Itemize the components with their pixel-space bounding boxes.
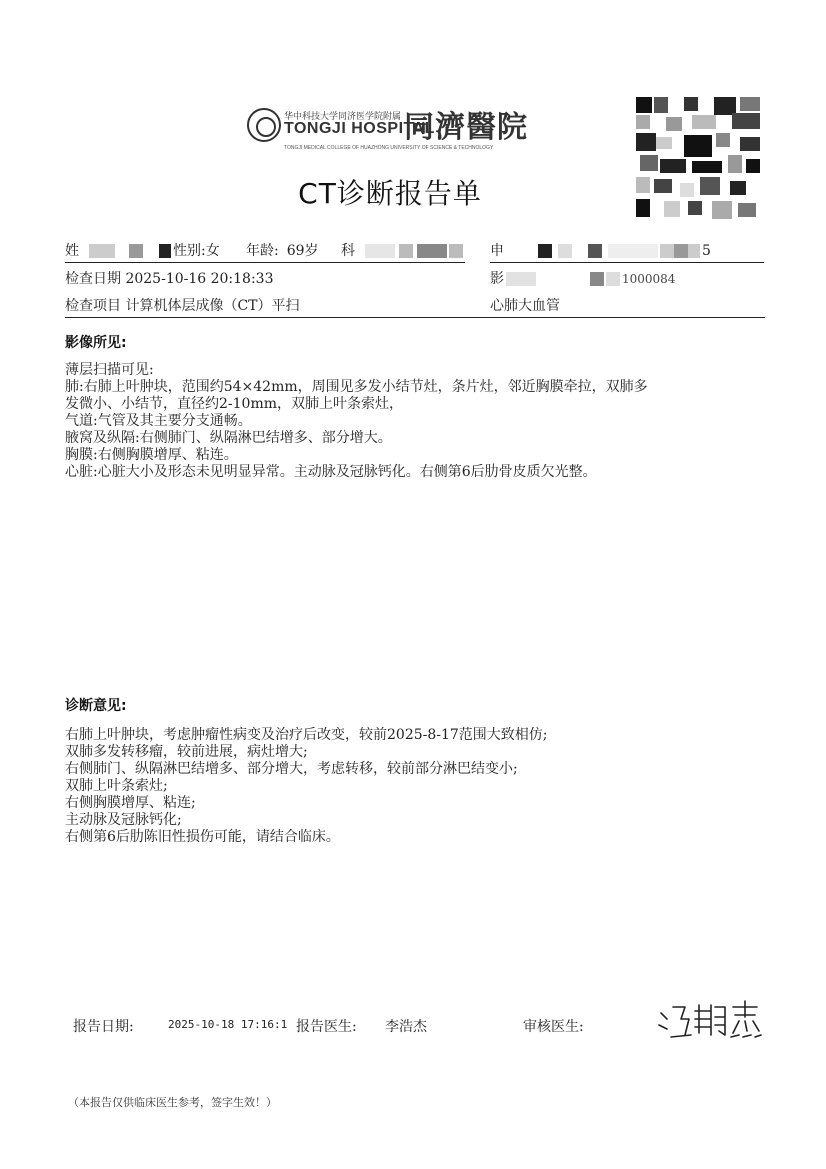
- exam-date-label: 检查日期: [65, 271, 121, 287]
- right-label: 申: [490, 243, 504, 259]
- doctor-label: 报告医生:: [296, 1019, 357, 1035]
- diagnosis-line: 右肺上叶肿块，考虑肿瘤性病变及治疗后改变，较前2025-8-17范围大致相仿;: [65, 727, 548, 743]
- exam-date-field: [65, 268, 274, 288]
- diagnosis-line: 右侧肺门、纵隔淋巴结增多、部分增大，考虑转移，较前部分淋巴结变小;: [65, 761, 518, 777]
- redaction-block: [590, 272, 604, 286]
- divider: [490, 262, 764, 263]
- redaction-block: [365, 244, 395, 258]
- redaction-block: [417, 244, 447, 258]
- exam-item-label: 检查项目: [65, 298, 121, 314]
- findings-line: 气道:气管及其主要分支通畅。: [65, 413, 252, 429]
- report-title: CT诊断报告单: [298, 177, 482, 210]
- findings-title: 影像所见:: [65, 335, 127, 351]
- redaction-block: [588, 244, 602, 258]
- redaction-block: [558, 244, 572, 258]
- findings-line: 肺:右肺上叶肿块，范围约54×42mm，周围见多发小结节灶，条片灶，邻近胸膜牵拉，双肺多: [65, 379, 648, 395]
- diagnosis-text: [65, 727, 548, 846]
- age-label: 年龄:: [246, 243, 279, 259]
- redaction-block: [159, 244, 171, 258]
- patient-sex-field: [173, 240, 220, 260]
- redaction-block: [608, 244, 658, 258]
- doctor-name: 李浩杰: [385, 1019, 427, 1035]
- redaction-block: [399, 244, 413, 258]
- exam-item-value: 计算机体层成像（CT）平扫: [125, 298, 300, 314]
- redaction-block: [660, 244, 674, 258]
- findings-line: 腋窝及纵隔:右侧肺门、纵隔淋巴结增多、部分增大。: [65, 430, 392, 446]
- ward-label: 科: [341, 243, 355, 259]
- hospital-seal-logo: [247, 108, 281, 142]
- diagnosis-line: 双肺上叶条索灶;: [65, 778, 168, 794]
- image-no-field: [490, 268, 675, 288]
- name-label: 姓: [65, 243, 79, 259]
- reviewer-label: 审核医生:: [523, 1019, 584, 1035]
- reviewer-signature: [655, 995, 765, 1045]
- redaction-block: [89, 244, 115, 258]
- findings-line: 薄层扫描可见:: [65, 362, 154, 378]
- findings-line: 发微小、小结节，直径约2-10mm，双肺上叶条索灶，: [65, 396, 404, 412]
- logo-english-name: TONGJI HOSPITAL: [284, 120, 435, 137]
- exam-date-value: 2025-10-16 20:18:33: [125, 271, 274, 287]
- disclaimer-note: （本报告仅供临床医生参考，签字生效！）: [68, 1096, 277, 1109]
- diagnosis-line: 右侧第6后肋陈旧性损伤可能，请结合临床。: [65, 829, 340, 845]
- findings-line: 心脏:心脏大小及形态未见明显异常。主动脉及冠脉钙化。右侧第6后肋骨皮质欠光整。: [65, 464, 597, 480]
- image-no-tail: 1000084: [622, 272, 676, 286]
- redaction-block: [129, 244, 143, 258]
- patient-ward-field: [341, 240, 463, 260]
- redaction-block: [506, 272, 536, 286]
- divider: [65, 262, 465, 263]
- logo-chinese-name: 同濟醫院: [404, 110, 528, 145]
- redaction-block: [674, 244, 688, 258]
- report-date-value: 2025-10-18 17:16:1: [168, 1018, 288, 1031]
- age-value: 69岁: [286, 243, 319, 259]
- diagnosis-line: 主动脉及冠脉钙化;: [65, 812, 182, 828]
- redaction-block: [688, 244, 700, 258]
- logo-subline: TONGJI MEDICAL COLLEGE OF HUAZHONG UNIVERSITY OF SCIENCE & TECHNOLOGY: [284, 145, 494, 151]
- patient-id-field: [490, 240, 711, 260]
- diagnosis-line: 双肺多发转移瘤，较前进展，病灶增大;: [65, 744, 308, 760]
- sex-value: 女: [205, 243, 220, 259]
- diagnosis-title: 诊断意见:: [65, 698, 127, 714]
- image-label: 影: [490, 271, 504, 287]
- patient-age-field: [246, 240, 319, 260]
- sex-label: 性别:: [173, 243, 206, 259]
- exam-part-value: 心肺大血管: [490, 298, 560, 314]
- redaction-block: [606, 272, 620, 286]
- findings-line: 胸膜:右侧胸膜增厚、粘连。: [65, 447, 238, 463]
- redaction-block: [538, 244, 552, 258]
- diagnosis-line: 右侧胸膜增厚、粘连;: [65, 795, 196, 811]
- divider: [65, 317, 765, 318]
- exam-item-field: [65, 295, 300, 315]
- report-date-label: 报告日期:: [73, 1019, 134, 1035]
- logo-top-text: 华中科技大学同济医学院附属: [284, 112, 402, 122]
- redaction-block: [449, 244, 463, 258]
- patient-name-field: [65, 240, 171, 260]
- findings-text: [65, 362, 648, 481]
- id-tail: 5: [702, 243, 711, 259]
